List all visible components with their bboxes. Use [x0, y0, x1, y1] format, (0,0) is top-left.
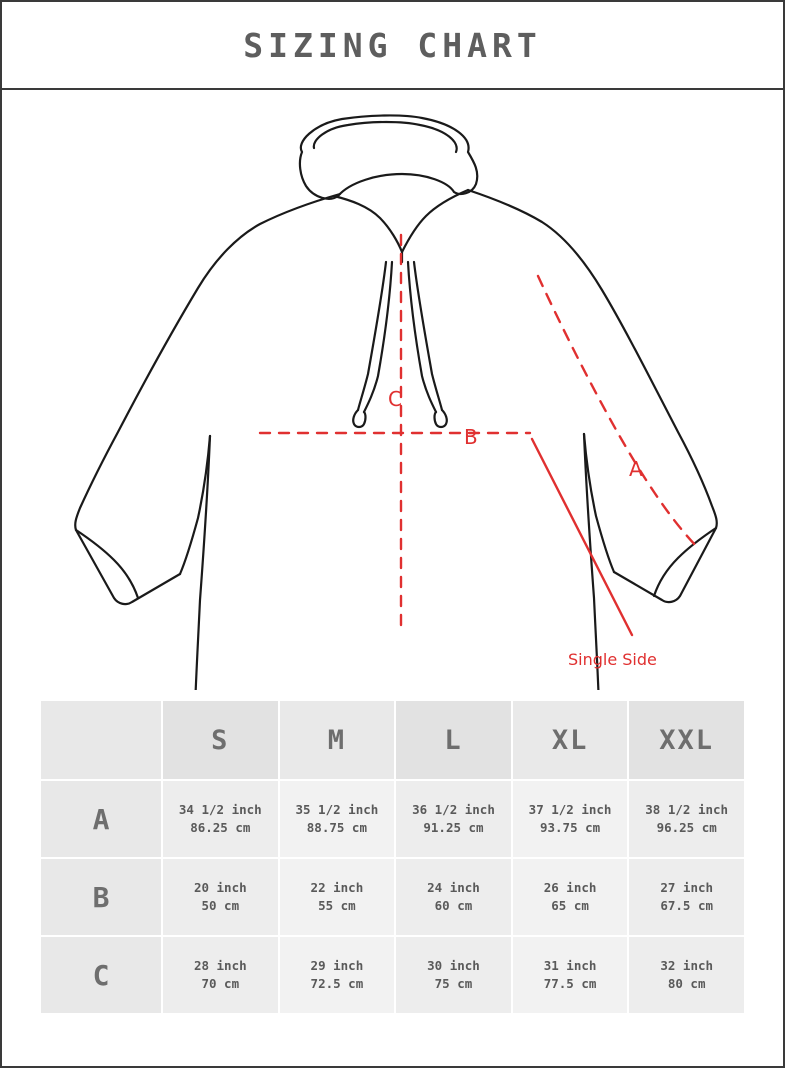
cell-c-m-cm: 72.5 cm [310, 976, 364, 991]
row-label-a: A [40, 780, 162, 858]
cell-b-xxl [628, 858, 745, 936]
cell-b-xxl-cm: 67.5 cm [660, 898, 714, 913]
cell-a-m-inch: 35 1/2 inch [295, 801, 379, 817]
cell-a-xxl-inch: 38 1/2 inch [645, 801, 729, 817]
table-row [40, 858, 745, 936]
cell-c-s [162, 936, 279, 1014]
cell-c-l-cm: 75 cm [434, 976, 473, 991]
table-row [40, 936, 745, 1014]
single-side-label: Single Side [568, 650, 657, 669]
cell-a-s [162, 780, 279, 858]
size-table-wrap [39, 699, 746, 1015]
cell-b-m-inch: 22 inch [310, 879, 364, 895]
title-bar [2, 2, 783, 90]
column-header-xxl: XXL [628, 700, 745, 780]
cell-b-xl [512, 858, 629, 936]
cell-a-xxl-cm: 96.25 cm [656, 820, 717, 835]
table-header-row [40, 700, 745, 780]
row-label-b: B [40, 858, 162, 936]
cell-a-l-inch: 36 1/2 inch [412, 801, 495, 817]
column-header-s: S [162, 700, 279, 780]
cell-b-l-inch: 24 inch [427, 879, 480, 895]
size-table [39, 699, 746, 1015]
cell-b-l-cm: 60 cm [434, 898, 473, 913]
cell-c-s-inch: 28 inch [193, 957, 247, 973]
cell-a-l [395, 780, 512, 858]
cell-c-l-inch: 30 inch [427, 957, 480, 973]
cell-a-s-inch: 34 1/2 inch [178, 801, 262, 817]
table-corner-cell [40, 700, 162, 780]
cell-c-l [395, 936, 512, 1014]
cell-c-m-inch: 29 inch [310, 957, 364, 973]
cell-b-s-inch: 20 inch [193, 879, 247, 895]
column-header-xl: XL [512, 700, 629, 780]
column-header-m: M [279, 700, 396, 780]
column-header-l: L [395, 700, 512, 780]
cell-c-xl [512, 936, 629, 1014]
cell-a-s-cm: 86.25 cm [190, 820, 251, 835]
label-b: B [464, 425, 478, 449]
cell-c-s-cm: 70 cm [201, 976, 240, 991]
cell-b-xl-inch: 26 inch [543, 879, 597, 895]
cell-b-s [162, 858, 279, 936]
cell-b-l [395, 858, 512, 936]
cell-c-xxl-inch: 32 inch [660, 957, 714, 973]
cell-a-xl-inch: 37 1/2 inch [528, 801, 612, 817]
cell-a-m [279, 780, 396, 858]
row-label-c: C [40, 936, 162, 1014]
table-row [40, 780, 745, 858]
label-a: A [629, 457, 643, 481]
cell-a-xxl [628, 780, 745, 858]
cell-a-xl [512, 780, 629, 858]
cell-b-s-cm: 50 cm [201, 898, 240, 913]
cell-c-xl-cm: 77.5 cm [543, 976, 597, 991]
cell-b-xxl-inch: 27 inch [660, 879, 714, 895]
hoodie-diagram [2, 90, 783, 690]
cell-a-m-cm: 88.75 cm [306, 820, 367, 835]
label-c: C [388, 387, 402, 411]
cell-c-xl-inch: 31 inch [543, 957, 597, 973]
page-title: SIZING CHART [243, 25, 542, 65]
cell-c-m [279, 936, 396, 1014]
cell-c-xxl [628, 936, 745, 1014]
cell-b-xl-cm: 65 cm [551, 898, 589, 913]
cell-a-xl-cm: 93.75 cm [539, 820, 601, 835]
cell-a-l-cm: 91.25 cm [423, 820, 484, 835]
cell-b-m-cm: 55 cm [318, 898, 356, 913]
cell-b-m [279, 858, 396, 936]
cell-c-xxl-cm: 80 cm [667, 976, 706, 991]
